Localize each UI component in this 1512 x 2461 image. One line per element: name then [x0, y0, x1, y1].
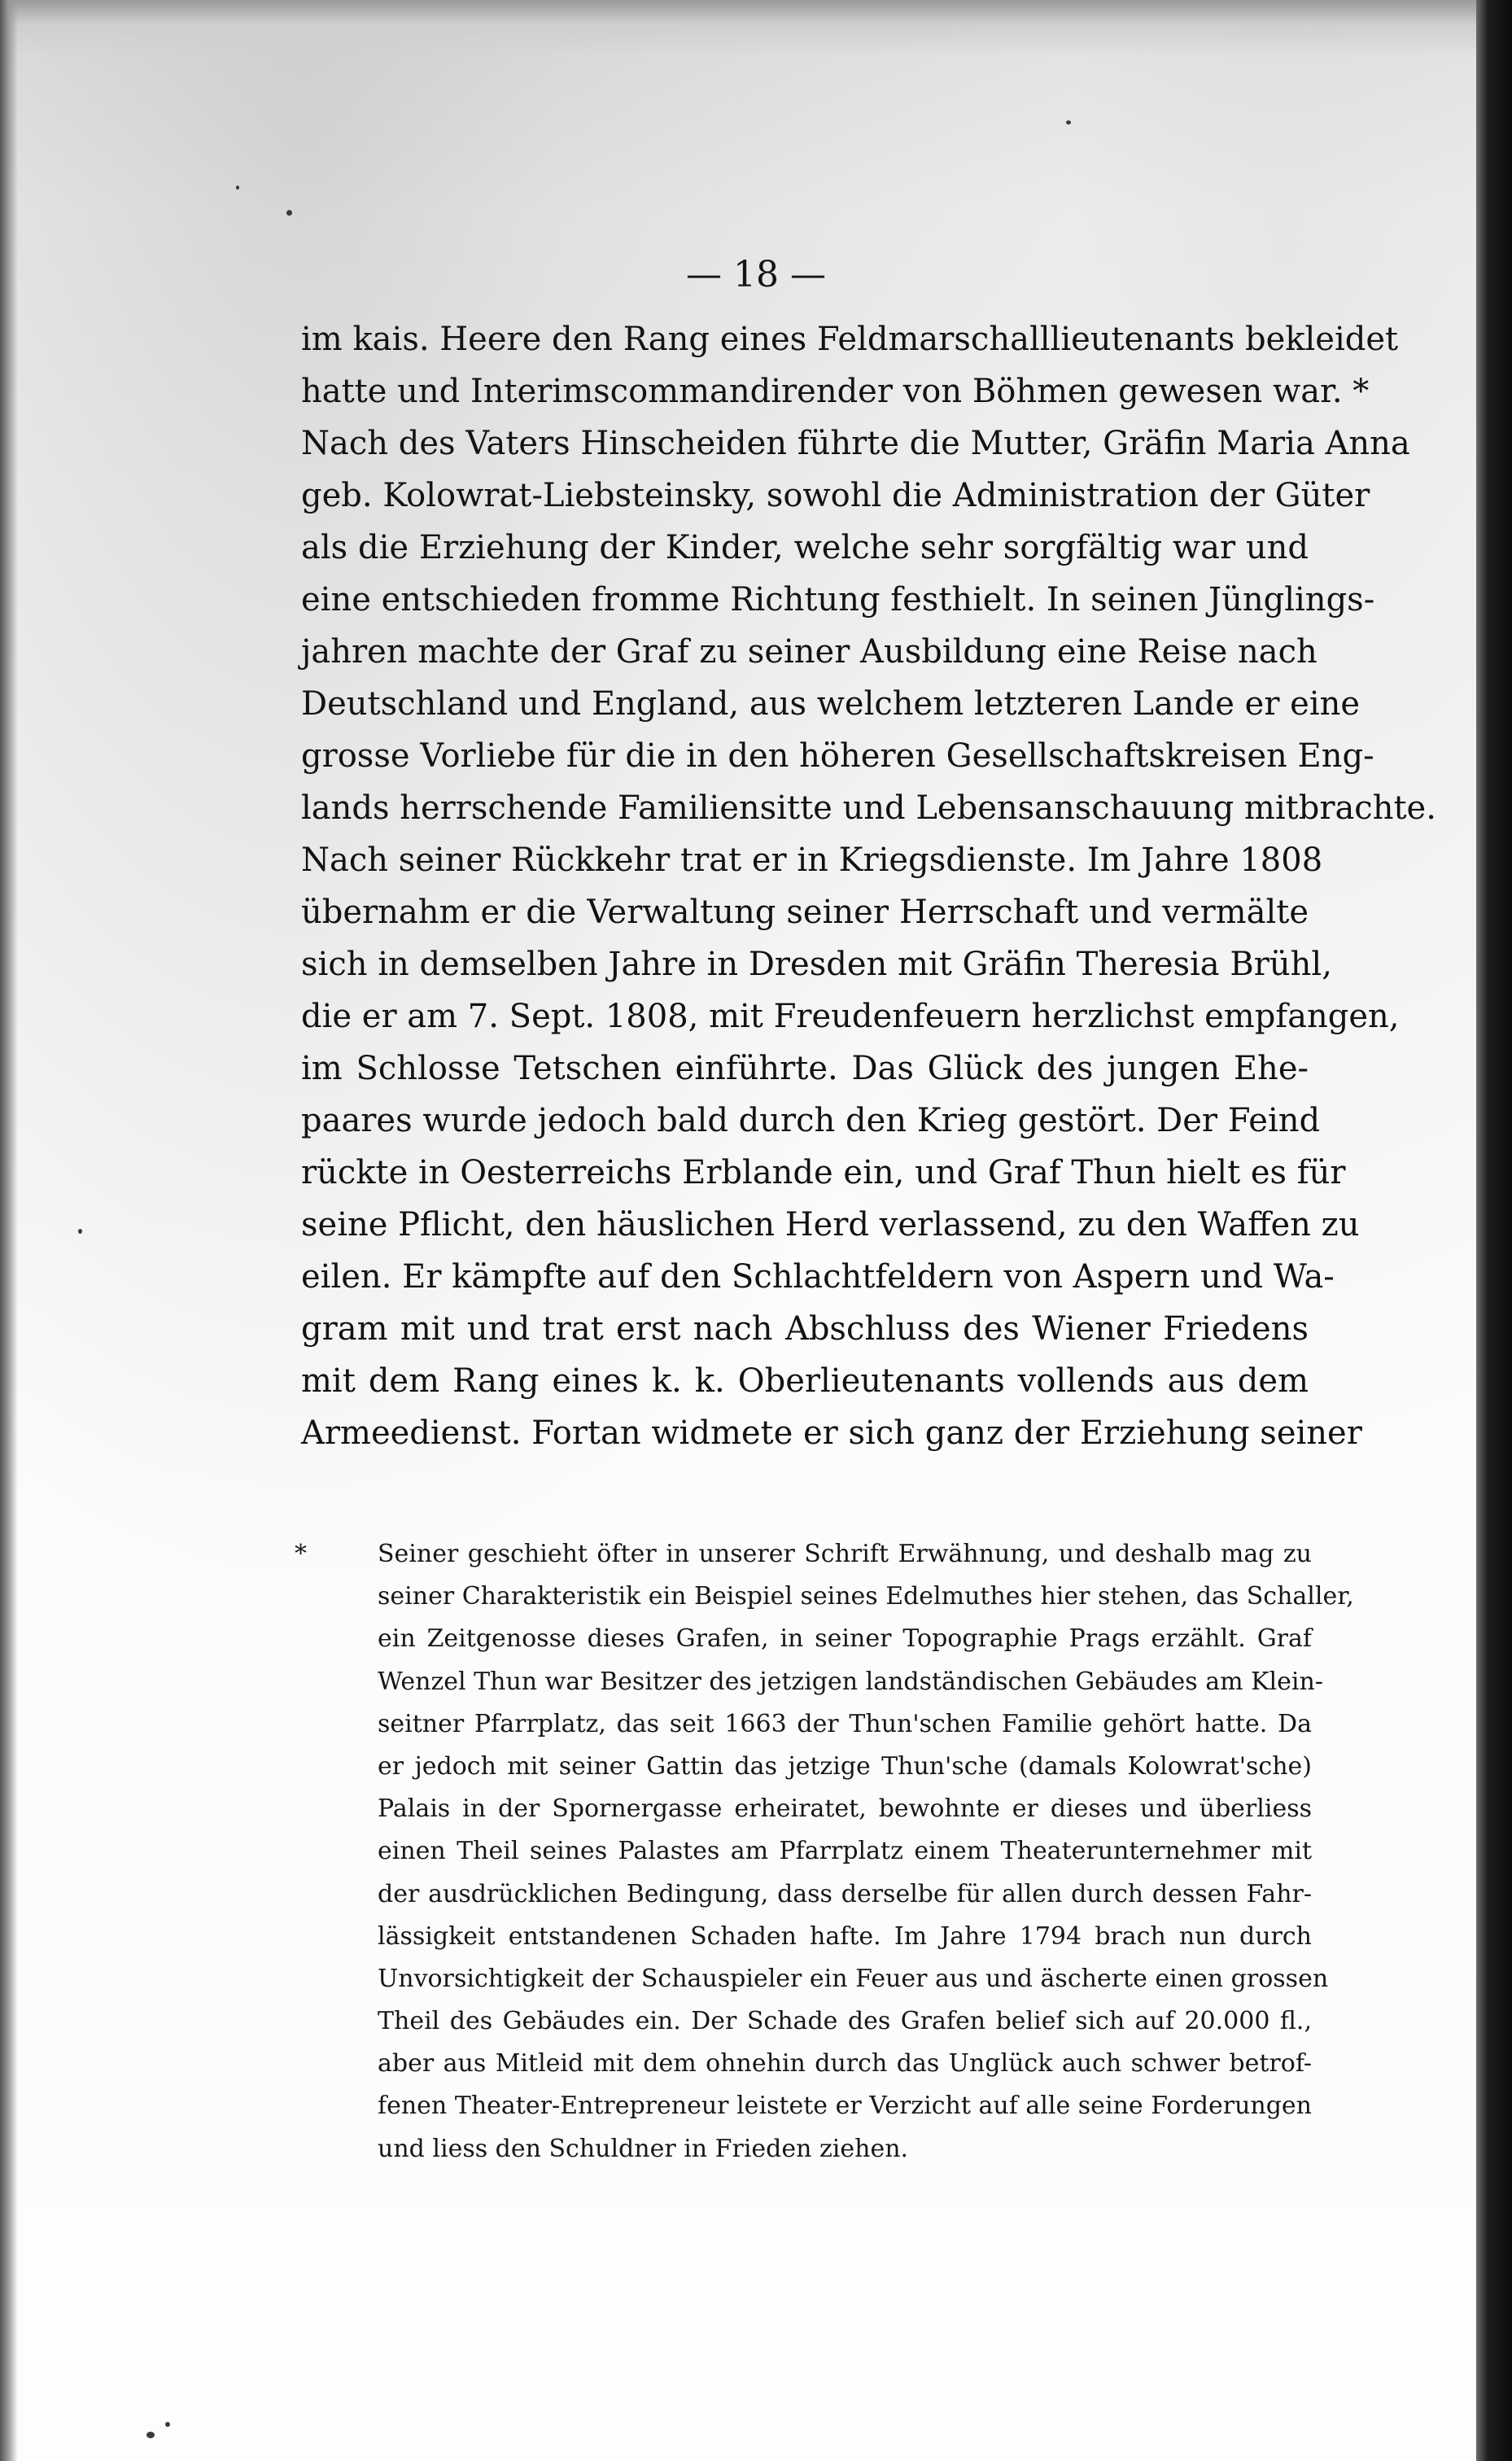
- main-text: [301, 313, 1436, 1459]
- scan-shadow-top: [0, 0, 1512, 57]
- text-line: hatte und Interimscommandirender von Böhmen gewesen war. *: [301, 373, 1370, 410]
- footnote-line: lässigkeit entstandenen Schaden hafte. Im Jahre 1794 brach nun durch: [378, 1921, 1312, 1951]
- footnote-line: der ausdrücklichen Bedingung, dass derselbe für allen durch dessen Fahr-: [378, 1879, 1312, 1908]
- footnote-line: fenen Theater-Entrepreneur leistete er Verzicht auf alle seine Forderungen: [378, 2092, 1312, 2121]
- paper-speck: [236, 186, 239, 190]
- text-line: Deutschland und England, aus welchem letzteren Lande er eine: [301, 685, 1361, 723]
- text-line: rückte in Oesterreichs Erblande ein, und Graf Thun hielt es für: [301, 1154, 1346, 1191]
- text-line: mit dem Rang eines k. k. Oberlieutenants vollends aus dem: [301, 1362, 1309, 1400]
- footnote-line: Seiner geschieht öfter in unserer Schrift Erwähnung, und deshalb mag zu: [378, 1540, 1312, 1568]
- text-line: sich in demselben Jahre in Dresden mit Gräfin Theresia Brühl,: [301, 946, 1332, 983]
- text-line: jahren machte der Graf zu seiner Ausbildung eine Reise nach: [301, 633, 1318, 671]
- text-line: gram mit und trat erst nach Abschluss des Wiener Friedens: [301, 1310, 1309, 1348]
- paper-speck: [1066, 120, 1071, 125]
- scan-shadow-left: [0, 0, 18, 2461]
- footnote-body: [378, 1533, 1354, 2170]
- paper-speck: [78, 1229, 82, 1234]
- text-line: geb. Kolowrat-Liebsteinsky, sowohl die Administration der Güter: [301, 477, 1370, 514]
- text-line: paares wurde jedoch bald durch den Krieg gestört. Der Feind: [301, 1102, 1321, 1139]
- footnote-line: Wenzel Thun war Besitzer des jetzigen landständischen Gebäudes am Klein-: [378, 1667, 1323, 1696]
- text-line: grosse Vorliebe für die in den höheren Gesellschaftskreisen Eng-: [301, 737, 1374, 775]
- footnote-line: und liess den Schuldner in Frieden ziehen.: [378, 2134, 909, 2163]
- text-line: lands herrschende Familiensitte und Lebensanschauung mitbrachte.: [301, 789, 1436, 827]
- footnote-line: seitner Pfarrplatz, das seit 1663 der Thun'schen Familie gehört hatte. Da: [378, 1709, 1312, 1738]
- text-line: die er am 7. Sept. 1808, mit Freudenfeuern herzlichst empfangen,: [301, 998, 1400, 1035]
- text-line: Nach des Vaters Hinscheiden führte die Mutter, Gräfin Maria Anna: [301, 425, 1410, 462]
- text-line: als die Erziehung der Kinder, welche sehr sorgfältig war und: [301, 529, 1309, 566]
- paper-speck: [286, 210, 292, 216]
- text-line: eilen. Er kämpfte auf den Schlachtfeldern von Aspern und Wa-: [301, 1258, 1335, 1296]
- footnote-line: seiner Charakteristik ein Beispiel seines Edelmuthes hier stehen, das Schaller,: [378, 1582, 1354, 1611]
- footnote-line: einen Theil seines Palastes am Pfarrplatz einem Theaterunternehmer mit: [378, 1837, 1312, 1866]
- text-line: Armeedienst. Fortan widmete er sich ganz der Erziehung seiner: [301, 1414, 1362, 1452]
- page-number: — 18 —: [686, 254, 826, 295]
- text-line: seine Pflicht, den häuslichen Herd verlassend, zu den Waffen zu: [301, 1206, 1360, 1244]
- footnote-line: er jedoch mit seiner Gattin das jetzige Thun'sche (damals Kolowrat'sche): [378, 1751, 1312, 1781]
- scan-border-right: [1476, 0, 1512, 2461]
- paper-speck: [146, 2432, 155, 2438]
- text-line: eine entschieden fromme Richtung festhielt. In seinen Jünglings-: [301, 581, 1375, 619]
- text-line: Nach seiner Rückkehr trat er in Kriegsdienste. Im Jahre 1808: [301, 841, 1323, 879]
- text-line: übernahm er die Verwaltung seiner Herrschaft und vermälte: [301, 894, 1309, 931]
- text-line: im kais. Heere den Rang eines Feldmarschalllieutenants bekleidet: [301, 321, 1399, 358]
- footnote-line: ein Zeitgenosse dieses Grafen, in seiner Topographie Prags erzählt. Graf: [378, 1624, 1312, 1654]
- text-line: im Schlosse Tetschen einführte. Das Glück des jungen Ehe-: [301, 1050, 1309, 1087]
- footnote-line: Theil des Gebäudes ein. Der Schade des Grafen belief sich auf 20.000 fl.,: [378, 2007, 1312, 2036]
- footnote-marker: *: [295, 1540, 307, 1568]
- paper-speck: [165, 2422, 170, 2427]
- footnote-line: Unvorsichtigkeit der Schauspieler ein Feuer aus und äscherte einen grossen: [378, 1964, 1329, 1993]
- footnote-line: aber aus Mitleid mit dem ohnehin durch das Unglück auch schwer betrof-: [378, 2049, 1312, 2079]
- footnote-line: Palais in der Spornergasse erheiratet, bewohnte er dieses und überliess: [378, 1794, 1312, 1824]
